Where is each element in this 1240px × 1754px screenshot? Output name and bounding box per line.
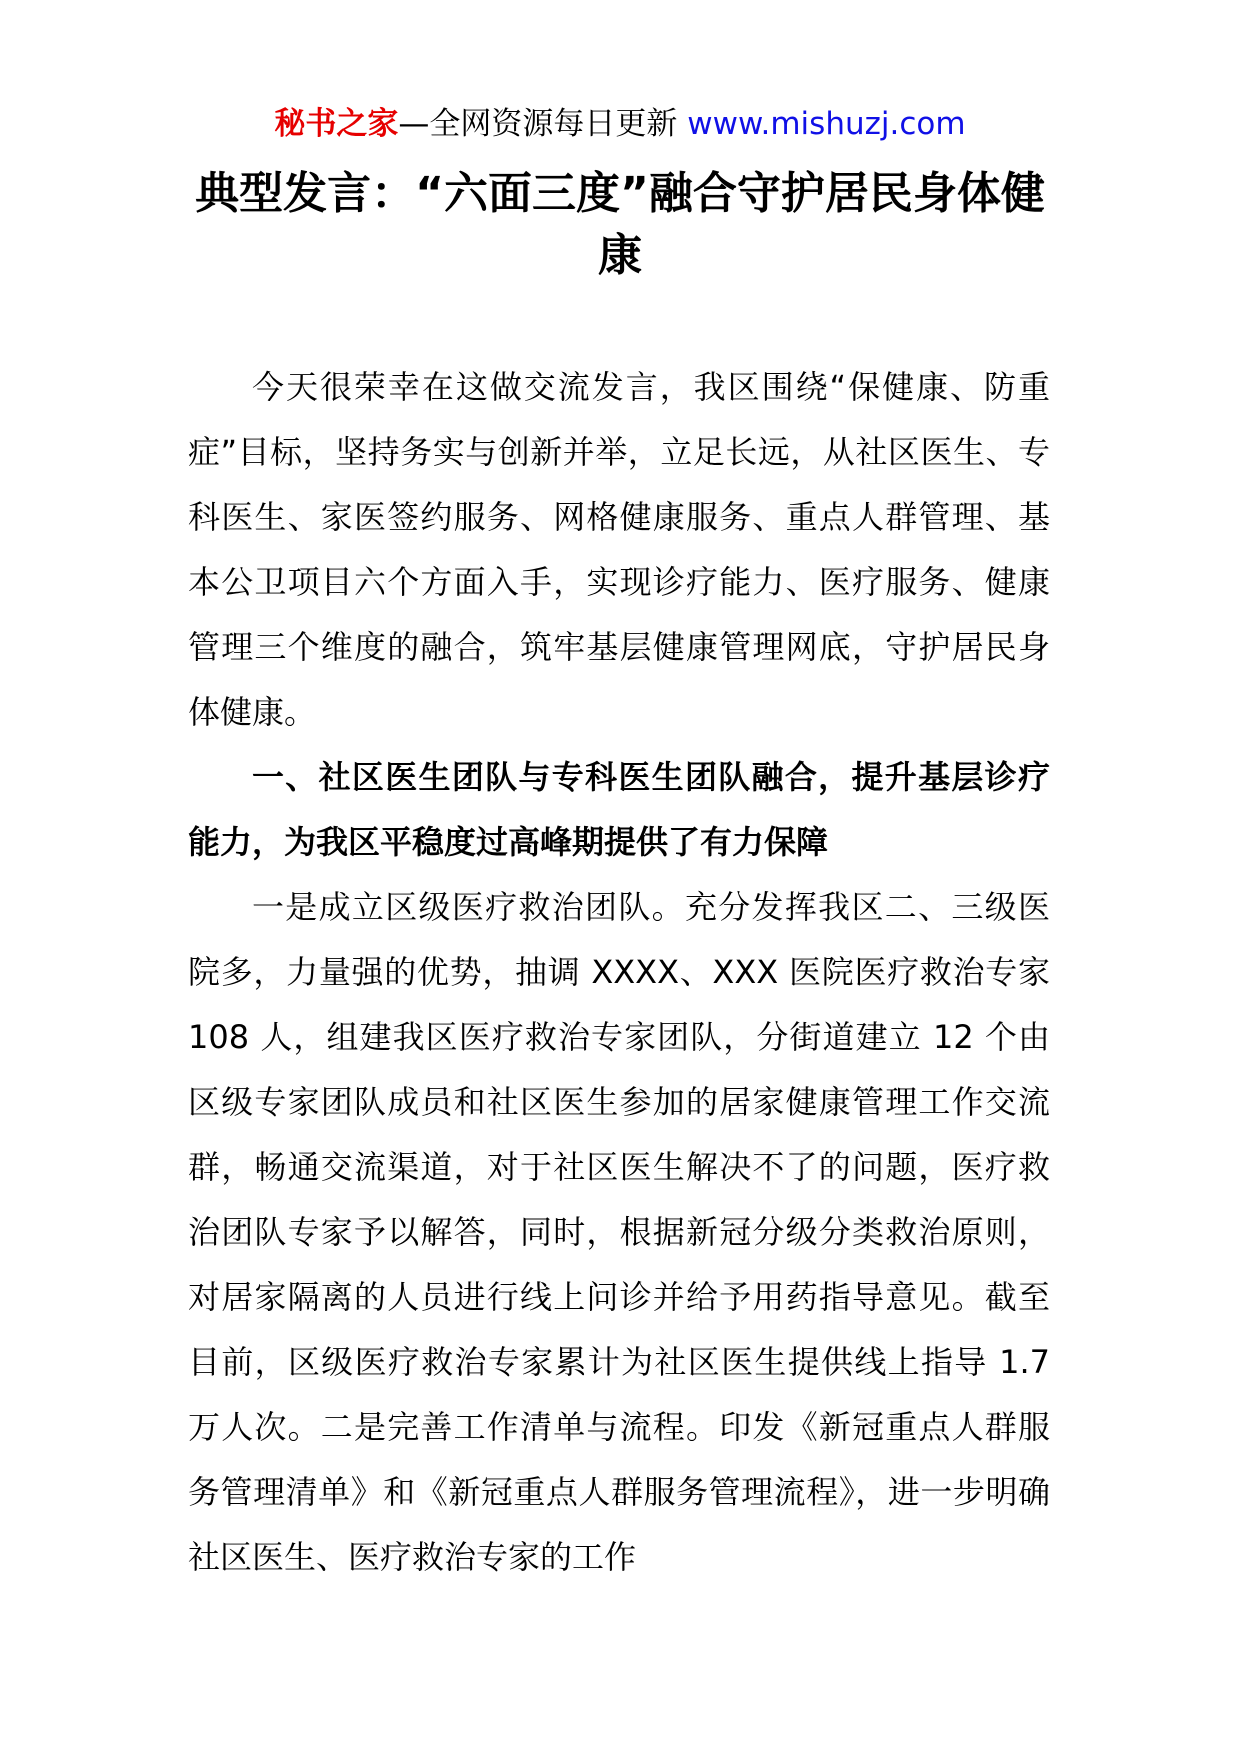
document-title: 典型发言：“六面三度”融合守护居民身体健康 [195,168,1045,281]
website-link[interactable]: www.mishuzj.com [687,106,966,142]
header-slogan: —全网资源每日更新 [398,106,688,142]
document-body [188,355,1050,1590]
intro-paragraph: 今天很荣幸在这做交流发言，我区围绕“保健康、防重症”目标，坚持务实与创新并举，立足长远，从社区医生、专科医生、家医签约服务、网格健康服务、重点人群管理、基本公卫项目六个方面入手，实现诊疗能力、医疗服务、健康管理三个维度的融合，筑牢基层健康管理网底，守护居民身体健康。 [188,368,1050,731]
site-header [0,103,1240,145]
section-paragraph-1: 一是成立区级医疗救治团队。充分发挥我区二、三级医院多，力量强的优势，抽调 XXXX、XXX 医院医疗救治专家 108 人，组建我区医疗救治专家团队，分街道建立 12 个由区级专家团队成员和社区医生参加的居家健康管理工作交流群，畅通交流渠道，对于社区医生解决不了的问题，医疗救治团队专家予以解答，同时，根据新冠分级分类救治原则，对居家隔离的人员进行线上问诊并给予用药指导意见。截至目前，区级医疗救治专家累计为社区医生提供线上指导 1.7 万人次。二是完善工作清单与流程。印发《新冠重点人群服务管理清单》和《新冠重点人群服务管理流程》，进一步明确社区医生、医疗救治专家的工作 [188,888,1050,1576]
brand-name: 秘书之家 [274,106,399,142]
section-heading-1: 一、社区医生团队与专科医生团队融合，提升基层诊疗能力，为我区平稳度过高峰期提供了有力保障 [188,758,1050,861]
